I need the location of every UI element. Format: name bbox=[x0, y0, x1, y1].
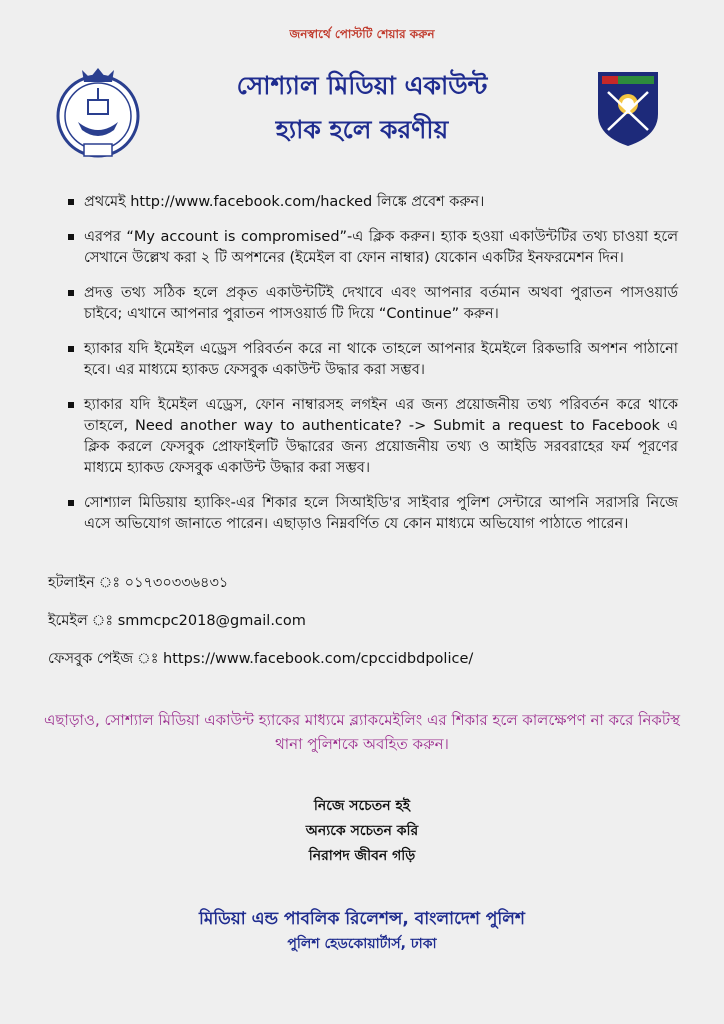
page-title bbox=[170, 64, 554, 152]
title-line-1: সোশ্যাল মিডিয়া একাউন্ট bbox=[236, 71, 488, 100]
steps-list bbox=[68, 192, 678, 549]
slogan-line-1: নিজে সচেতন হই bbox=[313, 798, 411, 814]
list-item bbox=[68, 192, 678, 213]
list-item bbox=[68, 283, 678, 325]
slogan bbox=[0, 794, 724, 869]
slogan-line-2: অন্যকে সচেতন করি bbox=[305, 823, 419, 839]
facebook-page-text: ফেসবুক পেইজ ঃ https://www.facebook.com/cpccidbdpolice/ bbox=[48, 651, 474, 667]
footer-organization: মিডিয়া এন্ড পাবলিক রিলেশন্স, বাংলাদেশ পুলিশ bbox=[199, 909, 525, 929]
slogan-line-3: নিরাপদ জীবন গড়ি bbox=[308, 848, 416, 864]
step-text: প্রদত্ত তথ্য সঠিক হলে প্রকৃত একাউন্টটিই দেখাবে এবং আপনার বর্তমান অথবা পুরাতন পাসওয়ার্ড চাইবে; এখানে আপনার পুরাতন পাসওয়ার্ড টি দিয়ে “Continue” করুন। bbox=[84, 285, 678, 322]
title-line-2: হ্যাক হলে করণীয় bbox=[275, 115, 449, 144]
list-item bbox=[68, 339, 678, 381]
bullet-icon bbox=[68, 234, 74, 240]
list-item bbox=[68, 493, 678, 535]
email-text: ইমেইল ঃ smmcpc2018@gmail.com bbox=[48, 613, 306, 629]
bullet-icon bbox=[68, 402, 74, 408]
police-emblem-logo bbox=[52, 62, 144, 162]
share-note: জনস্বার্থে পোস্টটি শেয়ার করুন bbox=[289, 27, 435, 41]
list-item bbox=[68, 227, 678, 269]
bullet-icon bbox=[68, 290, 74, 296]
list-item bbox=[68, 395, 678, 479]
step-text: প্রথমেই http://www.facebook.com/hacked লিঙ্কে প্রবেশ করুন। bbox=[84, 194, 485, 210]
bullet-icon bbox=[68, 199, 74, 205]
blackmail-warning: এছাড়াও, সোশ্যাল মিডিয়া একাউন্ট হ্যাকের মাধ্যমে ব্ল্যাকমেইলিং এর শিকার হলে কালক্ষেপণ না করে নিকটস্থ থানা পুলিশকে অবহিত করুন। bbox=[44, 711, 681, 753]
step-text: সোশ্যাল মিডিয়ায় হ্যাকিং-এর শিকার হলে সিআইডি'র সাইবার পুলিশ সেন্টারে আপনি সরাসরি নিজে এসে অভিযোগ জানাতে পারেন। এছাড়াও নিম্নবর্ণিত যে কোন মাধ্যমে অভিযোগ পাঠাতে পারেন। bbox=[84, 495, 678, 532]
footer bbox=[0, 906, 724, 956]
bullet-icon bbox=[68, 346, 74, 352]
bullet-icon bbox=[68, 500, 74, 506]
cyber-police-shield-logo bbox=[596, 70, 660, 148]
step-text: হ্যাকার যদি ইমেইল এড্রেস পরিবর্তন করে না থাকে তাহলে আপনার ইমেইলে রিকভারি অপশন পাঠানো হবে। এর মাধ্যমে হ্যাকড ফেসবুক একাউন্ট উদ্ধার করা সম্ভব। bbox=[84, 341, 678, 378]
step-text: এরপর “My account is compromised”-এ ক্লিক করুন। হ্যাক হওয়া একাউন্টটির তথ্য চাওয়া হলে সেখানে উল্লেখ করা ২ টি অপশনের (ইমেইল বা ফোন নাম্বার) যেকোন একটির ইনফরমেশন দিন। bbox=[84, 229, 678, 266]
hotline-text: হটলাইন ঃ ০১৭৩০৩৩৬৪৩১ bbox=[48, 575, 229, 591]
footer-location: পুলিশ হেডকোয়ার্টার্স, ঢাকা bbox=[287, 936, 437, 952]
step-text: হ্যাকার যদি ইমেইল এড্রেস, ফোন নাম্বারসহ লগইন এর জন্য প্রয়োজনীয় তথ্য পরিবর্তন করে থাকে তাহলে, Need another way to authenticate? -> Submit a request to Facebook এ ক্লিক করলে ফেসবুক প্রোফাইলটি উদ্ধারের জন্য প্রয়োজনীয় তথ্য ও আইডি সরবরাহের ফর্ম পূরণের মাধ্যমে হ্যাকড ফেসবুক একাউন্ট উদ্ধার করা সম্ভব। bbox=[84, 397, 678, 476]
